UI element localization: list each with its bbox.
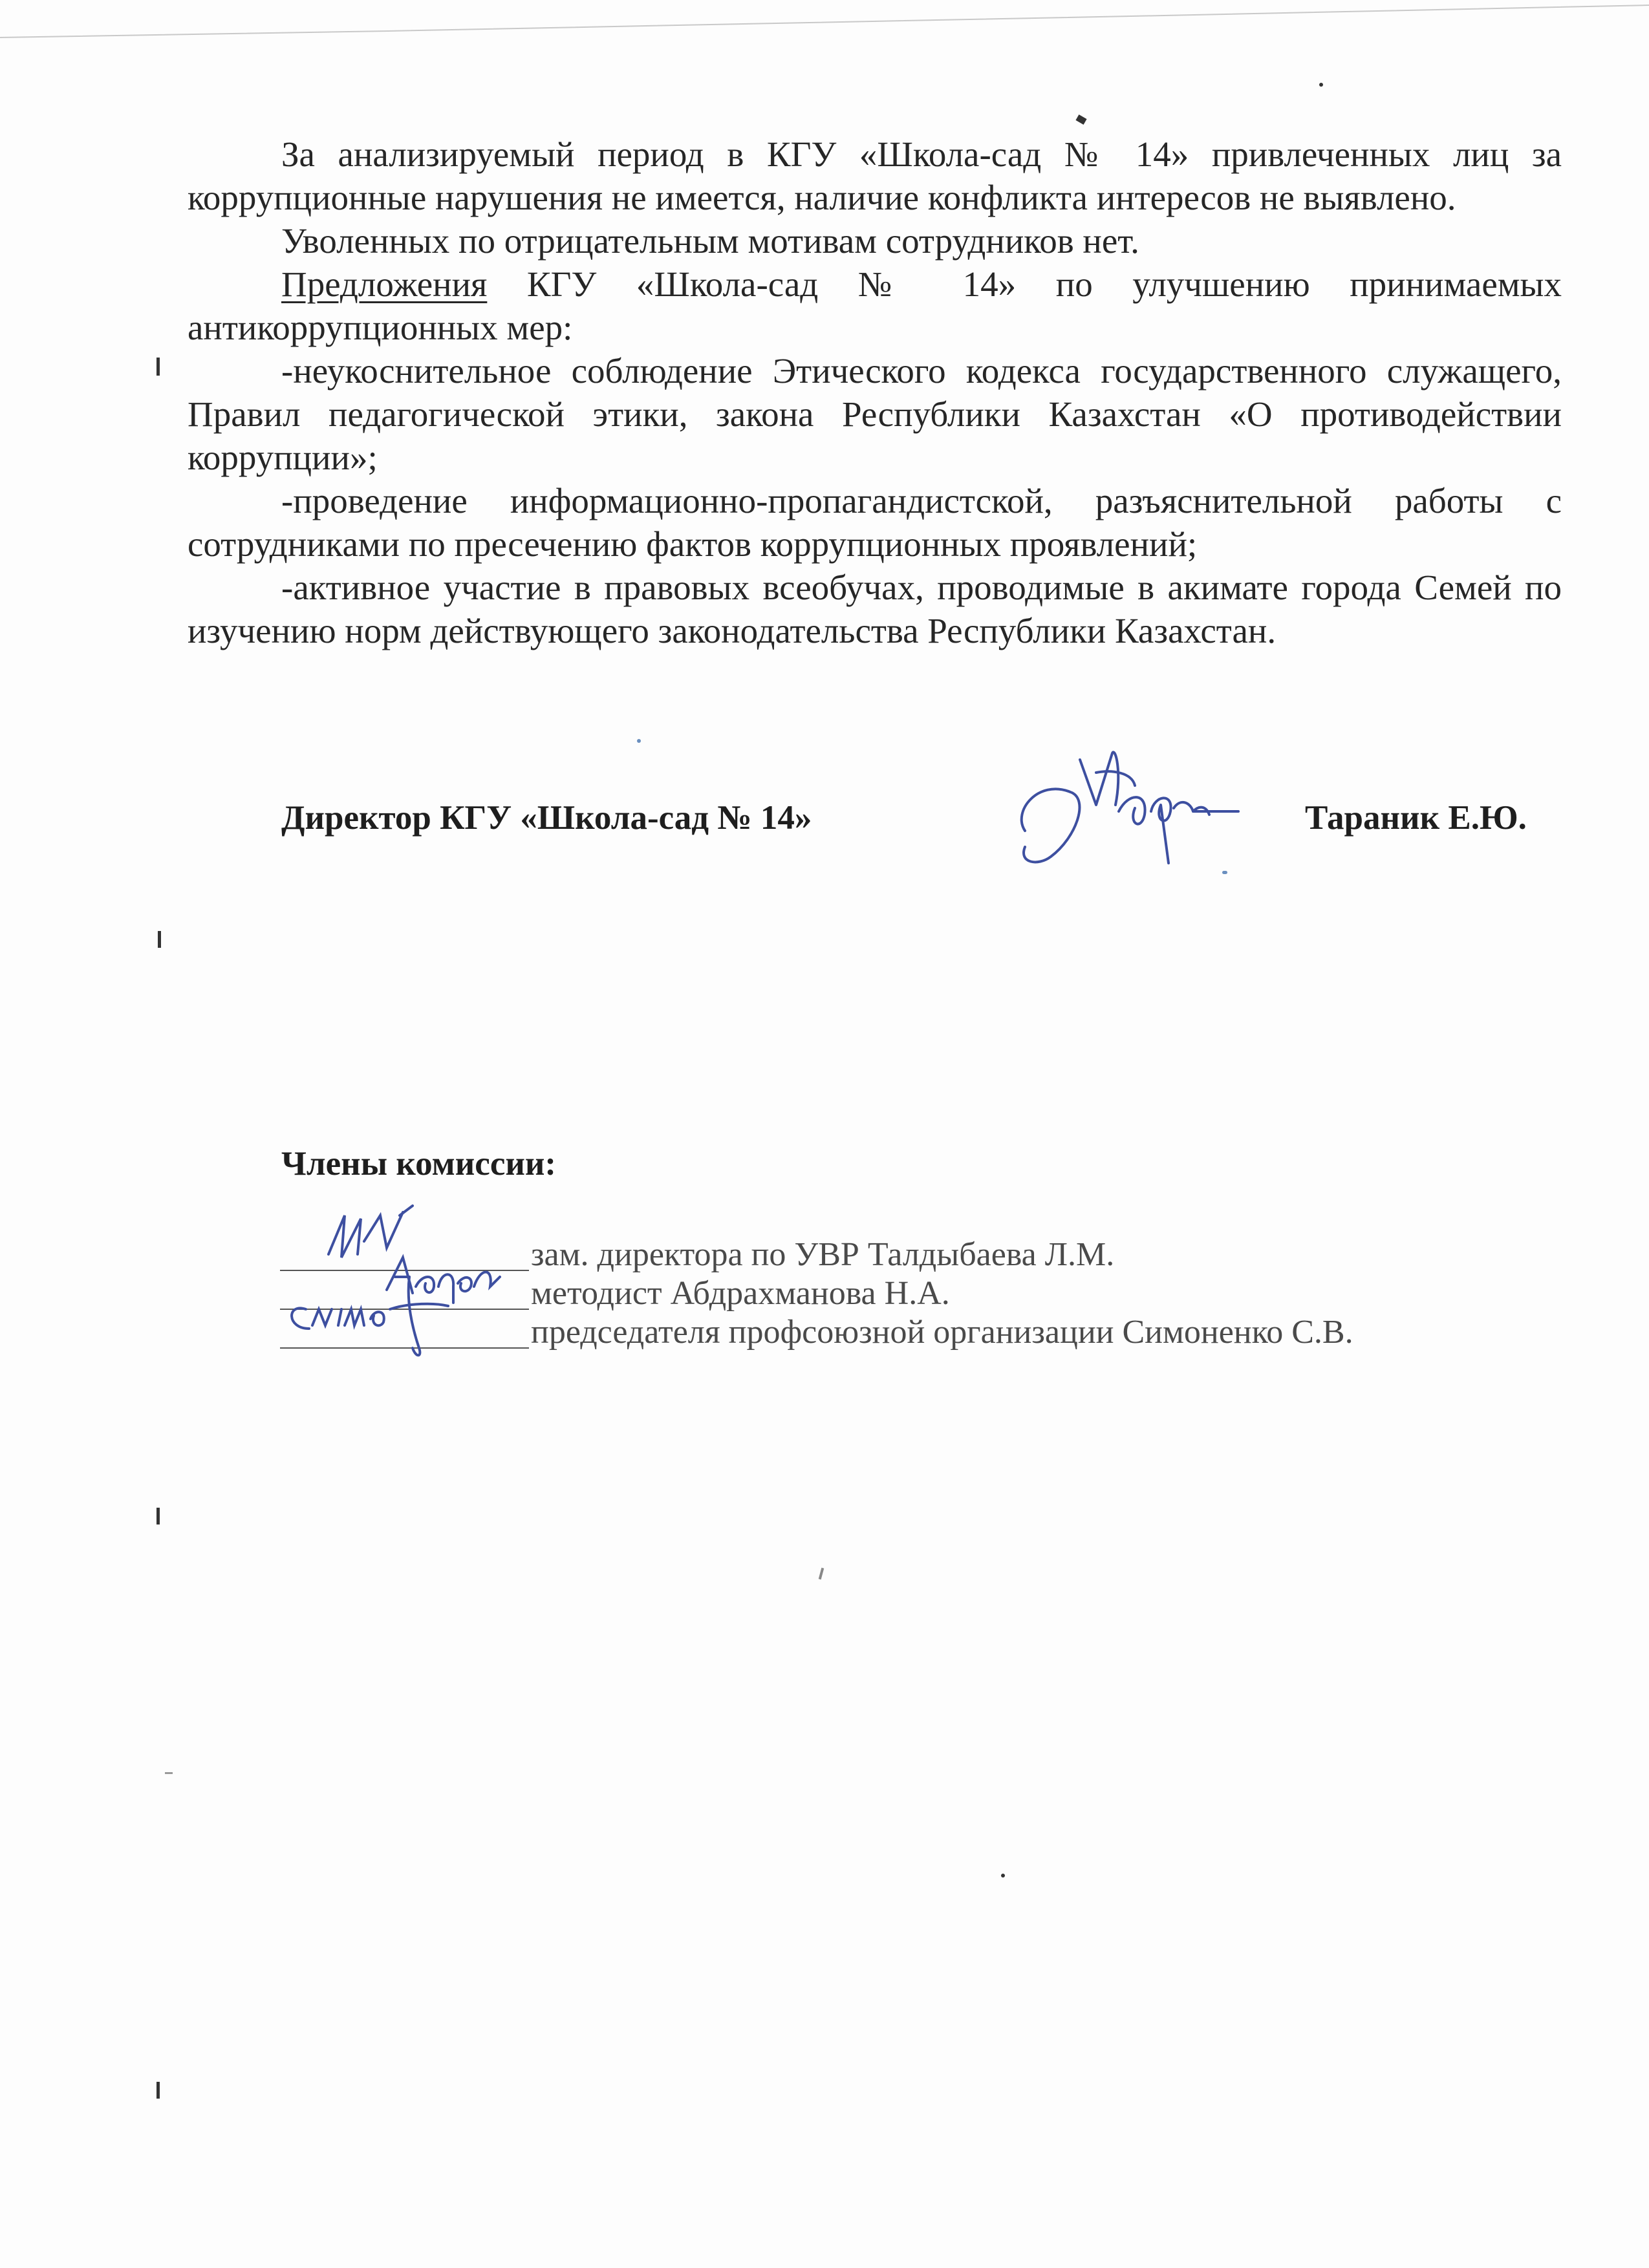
scan-speck [819,1568,824,1579]
scan-edge-line [0,0,1649,39]
commission-member-row [280,1312,1573,1351]
commission-member-text: методист Абдрахманова Н.А. [531,1275,950,1312]
handwritten-signature-member-icon [280,1264,474,1361]
scan-speck [156,2082,160,2099]
scan-speck [156,1508,160,1524]
director-name: Тараник Е.Ю. [1305,799,1527,837]
director-title: Директор КГУ «Школа-сад № 14» [281,799,812,837]
list-item: -неукоснительное соблюдение Этического кодекса государственного служащего, Правил педагогической этики, закона Республики Казахстан «О противодействии коррупции»; [188,351,1562,477]
scan-speck [156,358,160,376]
scan-speck [165,1772,173,1774]
proposals-underlined-word: Предложения [281,264,488,304]
scan-speck [637,739,641,743]
paragraph-dismissals: Уволенных по отрицательным мотивам сотрудников нет. [281,221,1139,261]
director-signature-block [0,786,1649,863]
paragraph-proposals [188,262,1562,349]
scan-speck [1075,114,1086,125]
scan-speck [1319,83,1323,87]
commission-member-text: председателя профсоюзной организации Симоненко С.В. [531,1314,1353,1351]
handwritten-signature-director-icon [999,734,1245,902]
list-item: -проведение информационно-пропагандистской, разъяснительной работы с сотрудниками по пресечению фактов коррупционных проявлений; [188,481,1562,564]
commission-heading: Члены комиссии: [281,1145,557,1182]
scan-speck [158,931,161,948]
list-item: -активное участие в правовых всеобучах, проводимые в акимате города Семей по изучению норм действующего законодательства Республики Казахстан. [188,568,1562,650]
scan-speck [1001,1874,1005,1878]
paragraph-no-violations: За анализируемый период в КГУ «Школа-сад № 14» привлеченных лиц за коррупционные нарушения не имеется, наличие конфликта интересов не выявлено. [188,134,1562,217]
proposals-text: КГУ «Школа-сад № 14» по улучшению принимаемых антикоррупционных мер: [188,264,1562,347]
commission-member-text: зам. директора по УВР Талдыбаева Л.М. [531,1236,1115,1273]
commission-member-row [280,1274,1573,1312]
body-text [188,133,1562,652]
